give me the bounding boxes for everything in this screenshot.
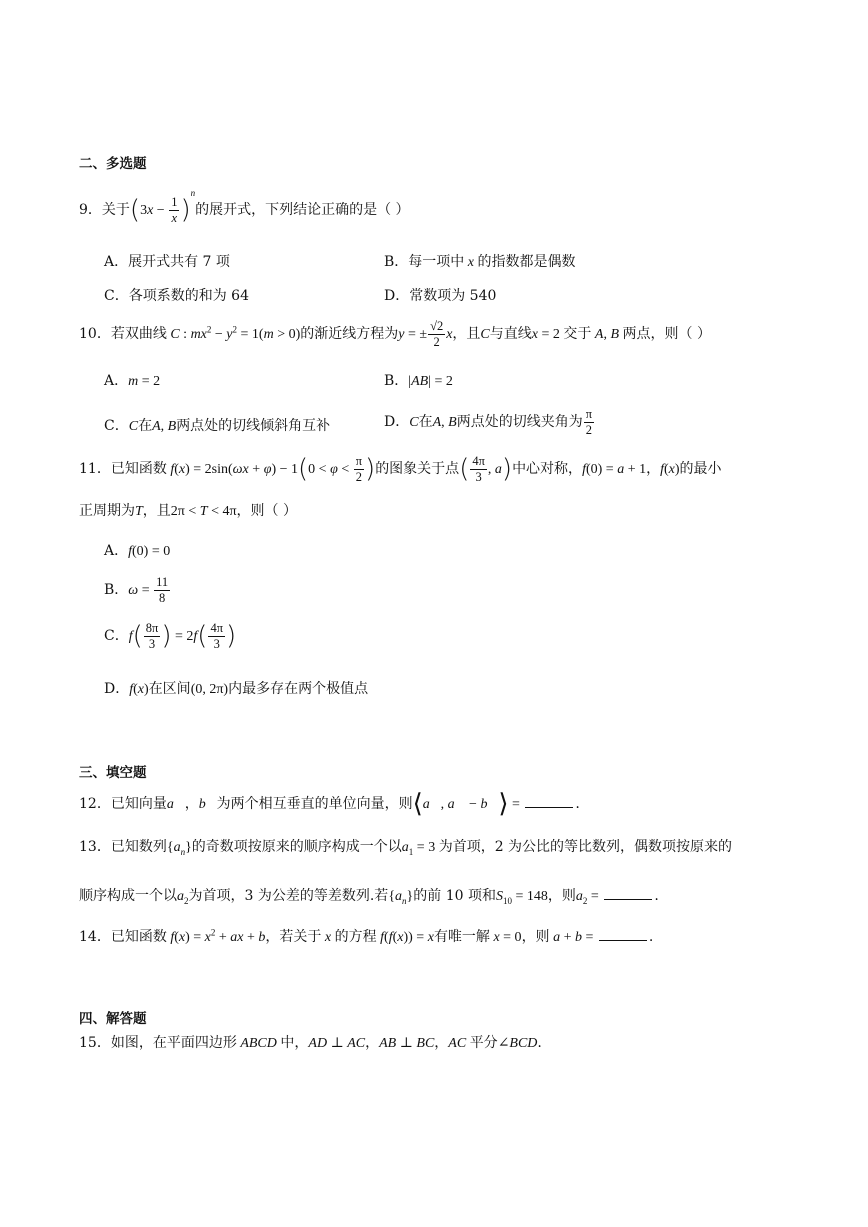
q10-option-c: C．C在A, B两点处的切线倾斜角互补 — [104, 418, 331, 434]
q11-option-b: B．ω = $\frac{11}{8}$ — [104, 575, 169, 605]
q12-answer-blank — [525, 795, 573, 808]
section-title-fill: 三、填空题 — [79, 765, 147, 781]
q10-option-d: D．C在A, B两点处的切线夹角为 $\frac{\pi}{2}$ — [384, 407, 593, 437]
q9-option-c: C．各项系数的和为 64 — [104, 288, 249, 304]
question-13: 13．已知数列$\{a_n\}$的奇数项按原来的顺序构成一个以$a_1 = 3$ 为首项，2 为公比的等比数列，偶数项按原来的 — [79, 839, 733, 857]
q10-option-b: B．|AB| = 2 — [384, 373, 453, 389]
q11-option-a: A．f(0) = 0 — [104, 543, 171, 559]
q9-number: 9． — [79, 202, 102, 218]
question-14: 14．已知函数 $f(x) = x^2$ + ax + b，若关于 x 的方程 f(f(x)) = x有唯一解 x = 0，则 a + b = . — [79, 927, 654, 945]
question-11: 11．已知函数 f(x) = 2sin(ωx + φ) − 1(0 < φ < $\frac{\pi}{2}$ )的图象关于点( $\frac{4\pi}{3}$ , a)中心对称，f(0) = a + 1，f(x)的最小 — [79, 454, 722, 484]
section-title-multi: 二、多选题 — [79, 156, 147, 172]
q13-answer-blank — [604, 887, 652, 900]
q10-option-a: A．m = 2 — [104, 373, 161, 389]
q14-answer-blank — [599, 928, 647, 941]
question-12: 12．已知向量a⃗，b⃗为两个相互垂直的单位向量，则⟨a⃗, a⃗ − b⃗⟩ = . — [79, 789, 580, 819]
q9-option-a: A．展开式共有 7 项 — [104, 254, 230, 270]
question-13-line2: 顺序构成一个以$a_2$为首项，3 为公差的等差数列.若$\{a_n\}$的前 10 项和$S_{10} = 148$，则$a_2$ = . — [79, 888, 659, 906]
question-10: 10．若双曲线 C : $mx^2 - y^2 = 1(m > 0)$的渐近线方程为y = ± $\frac{√2}{2}$ x，且C与直线x = 2 交于 A, B 两点，则（ ） — [79, 319, 711, 349]
question-11-line2: 正周期为T，且2π < T < 4π，则（ ） — [79, 503, 297, 519]
question-9: 9．关于(3x − $\frac{1}{x}$ )$^n$的展开式，下列结论正确的是（ ） — [79, 188, 410, 225]
q9-option-d: D．常数项为 540 — [384, 288, 497, 304]
q11-option-c: C．f( $\frac{8\pi}{3}$ ) = 2f( $\frac{4\pi}{3}$ ) — [104, 621, 237, 651]
question-15: 15．如图，在平面四边形 ABCD 中，AD ⊥ AC，AB ⊥ BC，AC 平分∠BCD. — [79, 1035, 542, 1051]
q11-option-d: D．f(x)在区间(0, 2π)内最多存在两个极值点 — [104, 681, 369, 697]
section-title-answer: 四、解答题 — [79, 1011, 147, 1027]
q9-option-b: B．每一项中 x 的指数都是偶数 — [384, 254, 576, 270]
